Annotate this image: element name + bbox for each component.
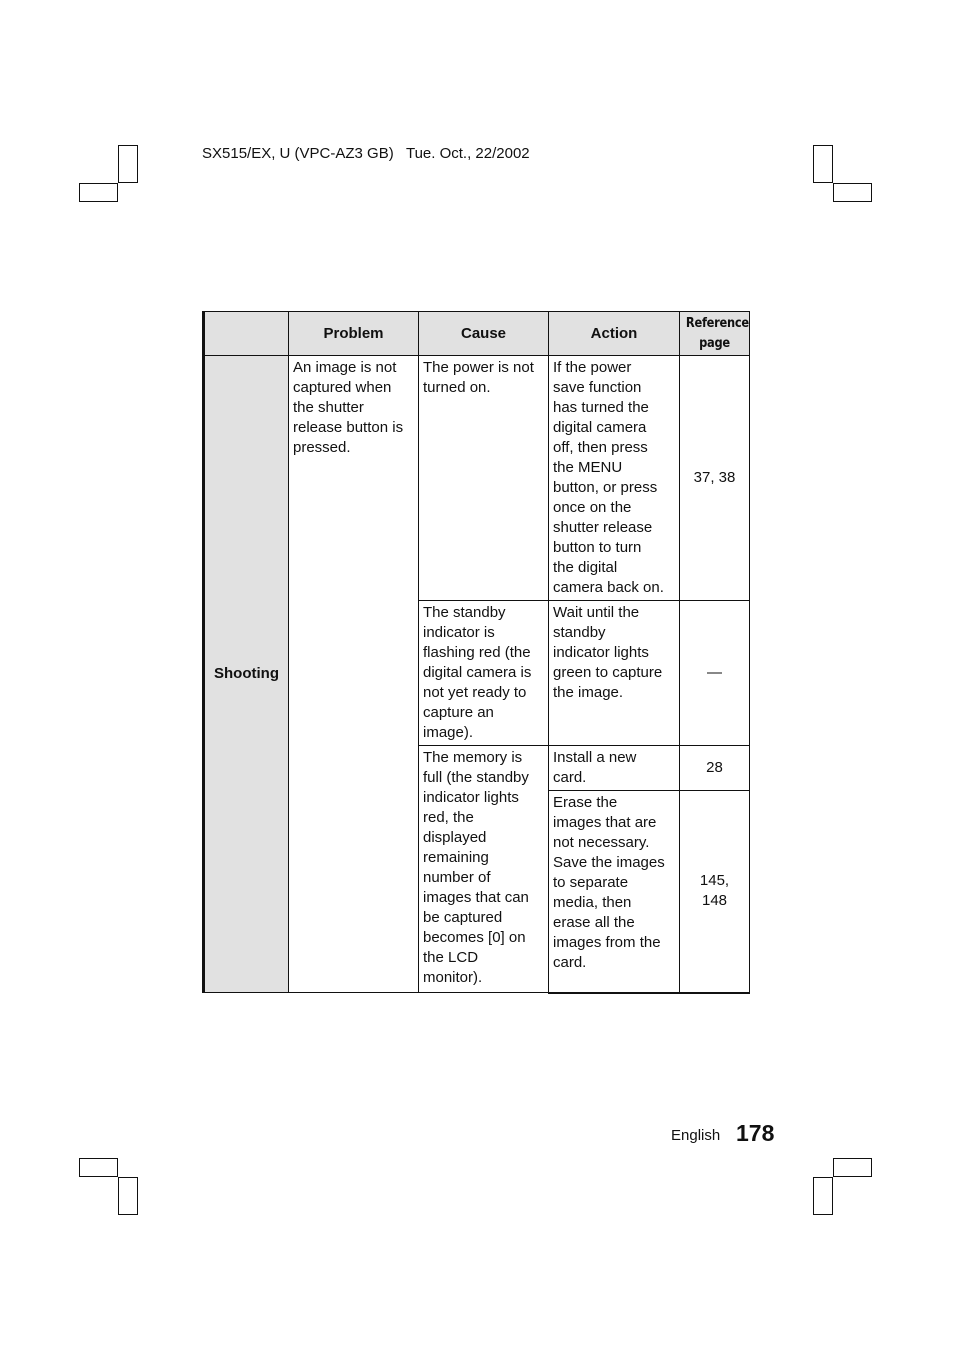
reference-header-line2: page bbox=[699, 335, 730, 351]
crop-mark-bottom-left-horizontal bbox=[79, 1158, 118, 1177]
action-cell: If the power save function has turned the digital camera off, then press the MENU button, or press once on the shutter release button to turn the digital camera back on. bbox=[549, 356, 680, 601]
table-header-row bbox=[204, 312, 750, 356]
troubleshooting-table bbox=[202, 311, 750, 994]
action-cell: Install a new card. bbox=[549, 746, 680, 791]
cause-cell: The power is not turned on. bbox=[419, 356, 549, 601]
reference-header-line1: Reference bbox=[685, 315, 749, 331]
reference-cell: 145, 148 bbox=[680, 791, 750, 993]
action-column-header: Action bbox=[549, 312, 680, 356]
category-column-header bbox=[204, 312, 289, 356]
page-number: 178 bbox=[736, 1120, 775, 1146]
print-date: Tue. Oct., 22/2002 bbox=[405, 145, 530, 162]
crop-mark-bottom-right-vertical bbox=[813, 1177, 833, 1215]
action-cell: Erase the images that are not necessary. Save the images to separate media, then erase all the images from the card. bbox=[549, 791, 680, 993]
reference-cell: 28 bbox=[680, 746, 750, 791]
crop-mark-top-left-horizontal bbox=[79, 183, 118, 202]
problem-column-header: Problem bbox=[289, 312, 419, 356]
footer-language: English bbox=[671, 1127, 721, 1144]
table-row bbox=[204, 356, 750, 601]
crop-mark-bottom-right-horizontal bbox=[833, 1158, 872, 1177]
reference-cell: — bbox=[680, 601, 750, 746]
cause-cell: The memory is full (the standby indicator lights red, the displayed remaining number of images that can be captured becomes [0] on the LCD monitor). bbox=[419, 746, 549, 993]
reference-page-column-header bbox=[680, 312, 750, 356]
crop-mark-top-right-horizontal bbox=[833, 183, 872, 202]
cause-cell: The standby indicator is flashing red (the digital camera is not yet ready to capture an image). bbox=[419, 601, 549, 746]
crop-mark-top-right-vertical bbox=[813, 145, 833, 183]
cause-column-header: Cause bbox=[419, 312, 549, 356]
problem-cell: An image is not captured when the shutter release button is pressed. bbox=[289, 356, 419, 993]
crop-mark-bottom-left-vertical bbox=[118, 1177, 138, 1215]
category-cell: Shooting bbox=[204, 356, 289, 993]
crop-mark-top-left-vertical bbox=[118, 145, 138, 183]
action-cell: Wait until the standby indicator lights green to capture the image. bbox=[549, 601, 680, 746]
model-code: SX515/EX, U (VPC-AZ3 GB) bbox=[202, 145, 394, 162]
print-header bbox=[202, 145, 530, 162]
reference-cell: 37, 38 bbox=[680, 356, 750, 601]
